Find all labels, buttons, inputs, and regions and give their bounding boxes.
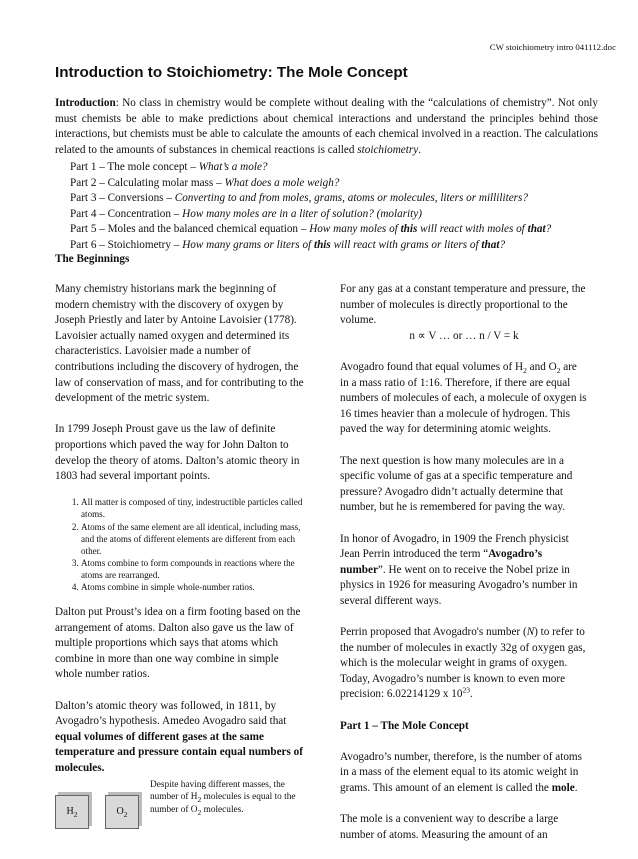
paragraph-avogadro-hypothesis	[55, 699, 305, 777]
list-item: 1. All matter is composed of tiny, indestructible particles called atoms.	[81, 496, 305, 520]
proportionality-equation: n ∝ V … or … n / V = k	[409, 329, 519, 342]
part-lead: Part 5 – Moles and the balanced chemical equation –	[70, 223, 310, 236]
part-question-text: ?	[545, 223, 552, 236]
box-subscript: 2	[123, 809, 128, 819]
subscript: 2	[556, 366, 561, 376]
part-question-text: will react with grams or liters of	[330, 238, 482, 251]
part-item	[70, 160, 625, 176]
part-question	[182, 239, 505, 251]
paragraph-text: For any gas at a constant temperature and pressure, the number of molecules is directly proportional to the volume.	[340, 283, 586, 327]
emph-this: this	[313, 238, 331, 251]
list-item: 3. Atoms combine to form compounds in reactions where the atoms are rearranged.	[81, 557, 305, 581]
paragraph-mole-convenient: The mole is a convenient way to describe a large number of atoms. Measuring the amount of an	[340, 813, 559, 841]
emph-that: that	[527, 223, 546, 236]
part-lead: Part 4 – Concentration –	[70, 207, 183, 220]
box-label: H	[66, 805, 74, 817]
list-item: 4. Atoms combine in simple whole-number ratios.	[81, 581, 305, 593]
part-question: How many moles are in a liter of solution? (molarity)	[182, 207, 422, 220]
paragraph-mole-definition	[340, 750, 588, 797]
dalton-points-list	[55, 496, 305, 593]
paragraph-text: ) to refer to the number of molecules in exactly 32g of oxygen gas, which is the molecular weight in grams of oxygen. Today, Avogadro’s number is known to even more precision: 6.02214129 x 10	[340, 626, 586, 701]
paragraph-text: and O	[526, 360, 557, 373]
emph-that: that	[481, 238, 500, 251]
paragraph-dalton: Dalton put Proust’s idea on a firm footing based on the arrangement of atoms. Dalton also gave us the law of multiple proportions which says that atoms which combine in more than one way combine in simple whole number ratios.	[55, 606, 301, 681]
part-lead: Part 1 – The mole concept –	[70, 161, 199, 173]
paragraph-text: Perrin proposed that Avogadro's number (	[340, 626, 527, 639]
part-question-text: ?	[499, 238, 506, 251]
part-item	[70, 176, 625, 192]
subscript: 2	[523, 366, 527, 376]
part-question: What’s a mole?	[198, 161, 268, 173]
caption-subscript: 2	[197, 795, 202, 805]
paragraph-text: are in a mass ratio of 1:16. Therefore, if there are equal numbers of molecules of each, a molecule of oxygen is 16 times heavier than a molecule of hydrogen. This paved the way for determining atomic weights.	[340, 360, 587, 436]
parts-list	[70, 160, 625, 254]
exponent: 23	[462, 685, 470, 695]
part-item	[70, 207, 625, 223]
part-lead: Part 3 – Conversions –	[70, 192, 175, 205]
mole-term: mole	[551, 782, 575, 794]
paragraph-text: In honor of Avogadro, in 1909 the French physicist Jean Perrin introduced the term “	[340, 532, 569, 561]
intro-term: stoichiometry	[357, 143, 419, 156]
list-item: 2. Atoms of the same element are all identical, including mass, and the atoms of different elements are different from each other.	[81, 521, 305, 557]
avogadro-number-term: Avogadro’s number	[340, 548, 543, 576]
part-question-text: How many grams or liters of	[182, 238, 314, 251]
paragraph-lavoisier: Many chemistry historians mark the beginning of modern chemistry with the discovery of oxygen by Joseph Priestly and later by Antoine Lavoisier (1778). Lavoisier actually named oxygen and determined its characteristics. Lavoisier made a number of contributions including the discovery of hydrogen, the law of conservation of mass, and for contributing to the development of the metric system.	[55, 283, 304, 405]
paragraph-proust: In 1799 Joseph Proust gave us the law of definite proportions which paved the way for John Dalton to develop the theory of atoms. Dalton’s atomic theory in 1803 had several important points.	[55, 423, 300, 483]
part-lead: Part 6 – Stoichiometry –	[70, 238, 183, 251]
part-question-text: How many moles of	[309, 223, 401, 236]
gas-volume-figure	[55, 779, 305, 841]
caption-text: molecules is equal to the number of O	[150, 792, 296, 816]
paragraph-mass-ratio	[340, 360, 588, 438]
intro-paragraph	[55, 96, 598, 158]
hydrogen-box	[55, 795, 89, 829]
box-subscript: 2	[73, 809, 78, 819]
paragraph-text: ”. He went on to receive the Nobel prize in physics in 1926 for measuring Avogadro’s number in several different ways.	[340, 563, 578, 607]
file-reference: CW stoichiometry intro 041112.doc	[489, 42, 616, 52]
section-heading-beginnings: The Beginnings	[55, 253, 130, 265]
paragraph-text: Dalton’s atomic theory was followed, in 1811, by Avogadro’s hypothesis. Amedeo Avogadro said that	[55, 699, 287, 728]
section-heading-part1: Part 1 – The Mole Concept	[340, 719, 469, 732]
left-column	[55, 282, 305, 841]
part-item	[70, 191, 625, 207]
part-question-text: will react with moles of	[417, 223, 528, 236]
caption-text: molecules.	[201, 805, 244, 816]
box-label: O	[116, 805, 124, 817]
symbol-n: N	[526, 626, 535, 639]
right-column	[340, 282, 588, 859]
part-question: Converting to and from moles, grams, atoms or molecules, liters or milliliters?	[174, 192, 528, 205]
figure-caption	[150, 779, 310, 817]
caption-subscript: 2	[197, 808, 202, 818]
part-question: What does a mole weigh?	[224, 176, 340, 189]
paragraph-perrin-proposal	[340, 625, 588, 703]
paragraph-proportional	[340, 282, 588, 344]
part-question	[309, 223, 551, 235]
page-title: Introduction to Stoichiometry: The Mole Concept	[55, 64, 408, 81]
paragraph-text: Avogadro’s number, therefore, is the number of atoms in a mass of the element equal to its atomic weight in grams. This amount of an element is called the	[340, 750, 582, 794]
part-lead: Part 2 – Calculating molar mass –	[70, 176, 225, 189]
paragraph-text: Avogadro found that equal volumes of H	[340, 360, 524, 373]
emph-this: this	[400, 223, 418, 236]
intro-label: Introduction	[55, 97, 116, 109]
paragraph-next-question: The next question is how many molecules are in a specific volume of gas at a specific temperature and pressure? Avogadro didn’t actually determine that number, but he is remembered for paving the way.	[340, 454, 573, 514]
hypothesis-statement: equal volumes of different gases at the same temperature and pressure contain equal numbers of molecules.	[55, 730, 303, 774]
paragraph-text: .	[574, 782, 578, 794]
intro-text-end: .	[418, 143, 421, 156]
intro-text: : No class in chemistry would be complete without dealing with the “calculations of chemistry”. Not only must chemists be able to make predictions about chemical interactions and understand the principles behind those interactions, but chemists must be able to calculate the amounts of each chemical involved in a reaction. The calculations related to the amounts of substances in chemical reactions is called	[55, 97, 598, 156]
caption-text: Despite having different masses, the number of H	[150, 779, 285, 803]
oxygen-box	[105, 795, 139, 829]
part-item	[70, 238, 625, 254]
part-item	[70, 222, 625, 238]
paragraph-perrin-term	[340, 532, 588, 610]
paragraph-text: .	[469, 688, 473, 701]
